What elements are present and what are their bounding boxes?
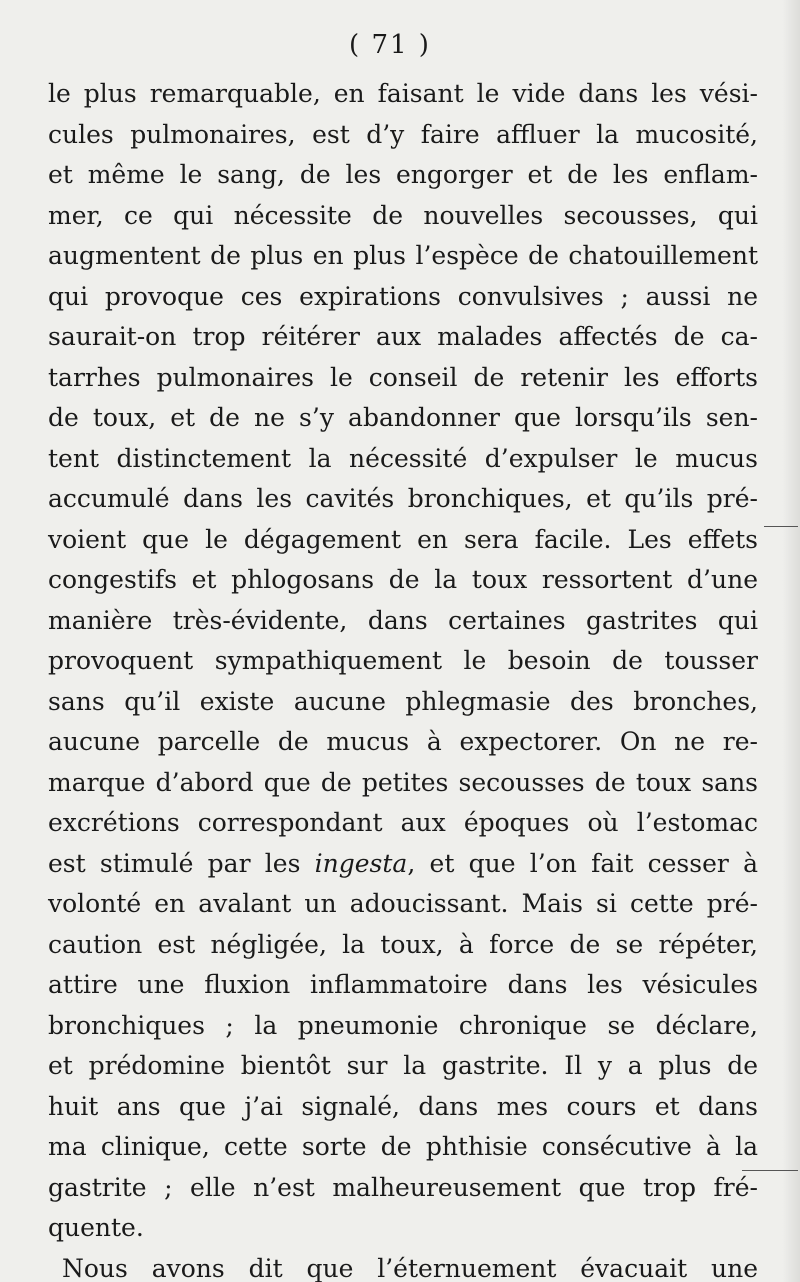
- text-line: provoquent sympathiquement le besoin de tousser: [48, 646, 758, 675]
- page-edge-shadow: [782, 0, 800, 1282]
- text-line: caution est négligée, la toux, à force de se répéter,: [48, 929, 758, 959]
- text-line: le plus remarquable, en faisant le vide dans les vési-: [48, 79, 758, 108]
- text-line: voient que le dégagement en sera facile. Les effets: [48, 524, 758, 554]
- text-line: saurait-on trop réitérer aux malades affectés de ca-: [48, 322, 758, 351]
- text-line: augmentent de plus en plus l’espèce de chatouillement: [48, 241, 758, 270]
- text-line: excrétions correspondant aux époques où l’estomac: [48, 808, 758, 837]
- text-line: cules pulmonaires, est d’y faire affluer la mucosité,: [48, 119, 758, 149]
- text-line: attire une fluxion inflammatoire dans les vésicules: [48, 970, 758, 999]
- text-segment: , et que l’on fait cesser à: [407, 848, 758, 878]
- text-line: marque d’abord que de petites secousses de toux sans: [48, 767, 758, 797]
- text-line: accumulé dans les cavités bronchiques, et qu’ils pré-: [48, 484, 758, 513]
- text-line: et même le sang, de les engorger et de les enflam-: [48, 160, 758, 189]
- text-line: qui provoque ces expirations convulsives ; aussi ne: [48, 281, 758, 311]
- text-line: sans qu’il existe aucune phlegmasie des bronches,: [48, 686, 758, 716]
- text-line: tent distinctement la nécessité d’expulser le mucus: [48, 443, 758, 473]
- text-line: mer, ce qui nécessite de nouvelles secousses, qui: [48, 200, 758, 230]
- margin-mark: [764, 526, 798, 527]
- text-line: gastrite ; elle n’est malheureusement que trop fré-: [48, 1172, 758, 1202]
- text-line: manière très-évidente, dans certaines gastrites qui: [48, 605, 758, 635]
- text-segment: est stimulé par les: [48, 848, 315, 878]
- text-line: et prédomine bientôt sur la gastrite. Il y a plus de: [48, 1051, 758, 1080]
- italic-term: ingesta: [314, 848, 408, 878]
- page-number: ( 71 ): [349, 30, 431, 60]
- body-text: [48, 74, 758, 1282]
- text-line: huit ans que j’ai signalé, dans mes cours et dans: [48, 1091, 758, 1121]
- text-line: quente.: [48, 1213, 144, 1242]
- text-line: bronchiques ; la pneumonie chronique se déclare,: [48, 1010, 758, 1040]
- text-line: de toux, et de ne s’y abandonner que lorsqu’ils sen-: [48, 403, 758, 432]
- text-line: ma clinique, cette sorte de phthisie consécutive à la: [48, 1132, 758, 1161]
- text-line: volonté en avalant un adoucissant. Mais si cette pré-: [48, 889, 758, 918]
- margin-mark: [742, 1170, 798, 1171]
- text-line: tarrhes pulmonaires le conseil de retenir les efforts: [48, 362, 758, 392]
- text-line: Nous avons dit que l’éternuement évacuait une: [62, 1253, 758, 1282]
- text-line: aucune parcelle de mucus à expectorer. On ne re-: [48, 727, 758, 756]
- text-line: congestifs et phlogosans de la toux ressortent d’une: [48, 565, 758, 594]
- text-line-with-italic: [48, 844, 758, 885]
